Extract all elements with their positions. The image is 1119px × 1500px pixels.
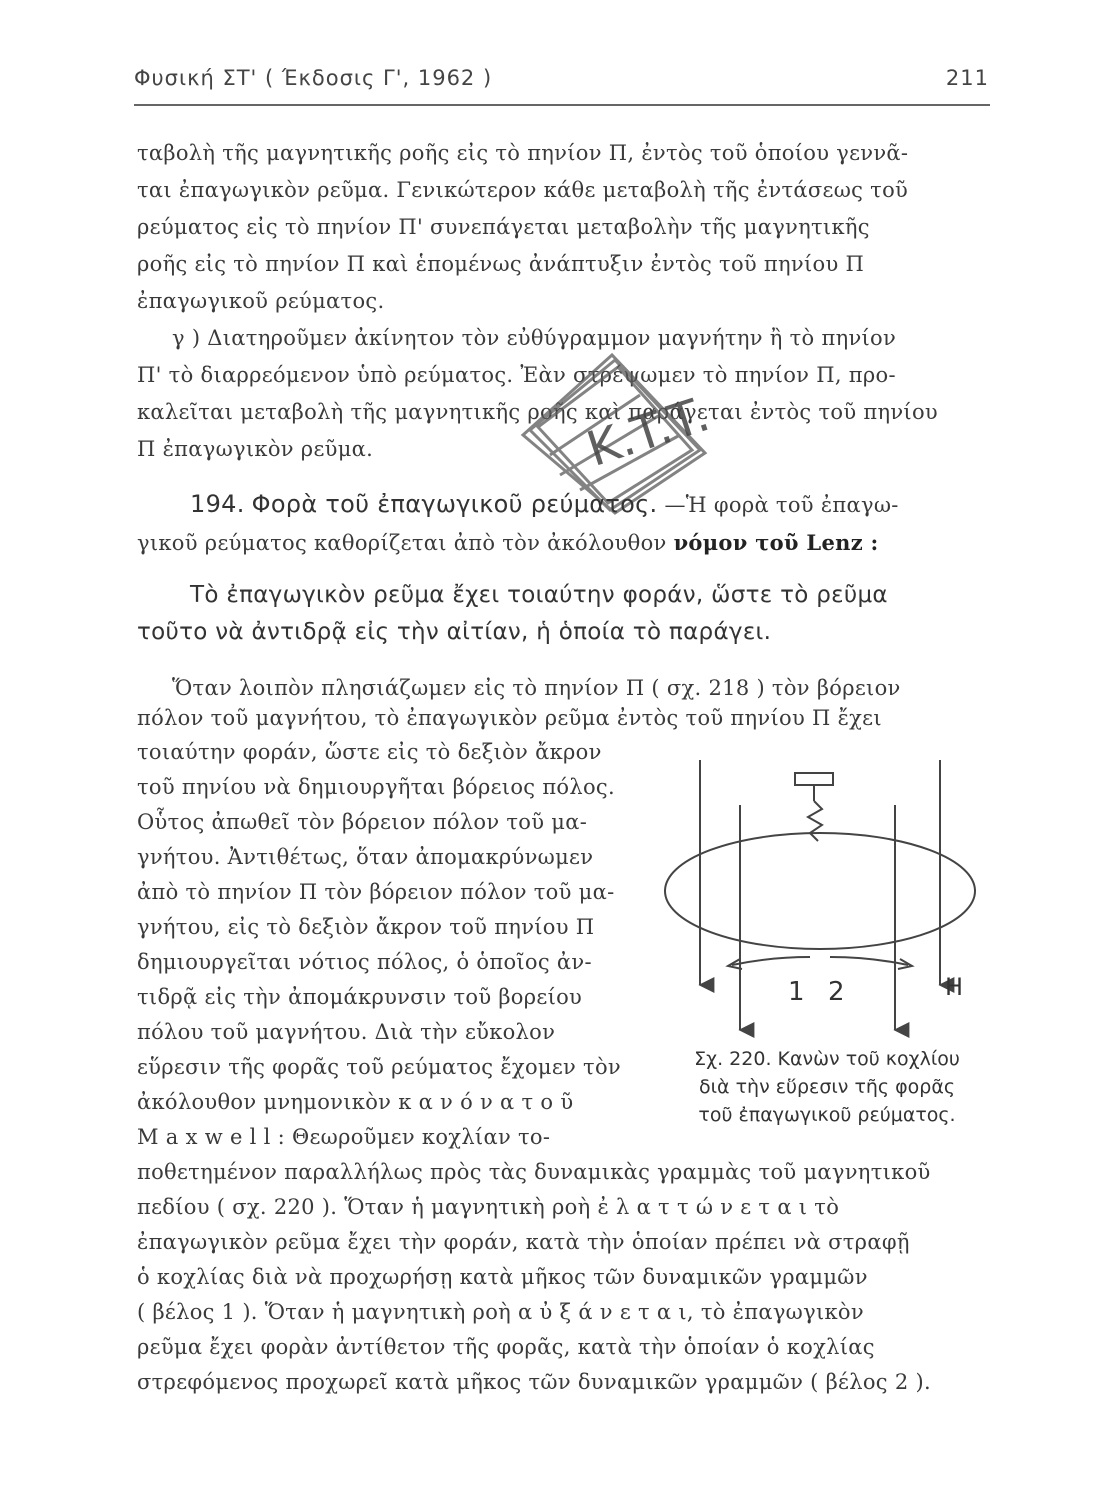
text-line: ἐπαγωγικοῦ ρεύματος. — [137, 289, 385, 313]
text-line: Οὗτος ἀπωθεῖ τὸν βόρειον πόλον τοῦ μα- — [137, 810, 588, 834]
coil-ellipse — [665, 833, 975, 949]
text-line: ἀπὸ τὸ πηνίον Π τὸν βόρειον πόλον τοῦ μα- — [137, 880, 615, 904]
section-line2-start: γικοῦ ρεύματος καθορίζεται ἀπὸ τὸν ἀκόλουθον — [137, 531, 667, 555]
text-line: πόλον τοῦ μαγνήτου, τὸ ἐπαγωγικὸν ρεῦμα ἐντὸς τοῦ πηνίου Π ἔχει — [137, 706, 882, 730]
arrow-label-1: 1 — [788, 977, 805, 1007]
library-stamp — [490, 335, 720, 515]
text-line: τοῦ πηνίου νὰ δημιουργῆται βόρειος πόλος. — [137, 775, 615, 799]
text-line: ὁ κοχλίας διὰ νὰ προχωρήσῃ κατὰ μῆκος τῶν δυναμικῶν γραμμῶν — [137, 1265, 868, 1289]
section-number: 194. — [190, 490, 245, 518]
text-line: τοιαύτην φοράν, ὥστε εἰς τὸ δεξιὸν ἄκρον — [137, 740, 602, 764]
text-line: τιδρᾷ εἰς τὴν ἀπομάκρυνσιν τοῦ βορείου — [137, 985, 583, 1009]
text-line: M a x w e l l : Θεωροῦμεν κοχλίαν το- — [137, 1125, 551, 1149]
text-line: δημιουργεῖται νότιος πόλος, ὁ ὁποῖος ἀν- — [137, 950, 592, 974]
arrow-label-2: 2 — [828, 977, 845, 1007]
text-line: ( βέλος 1 ). Ὅταν ἡ μαγνητικὴ ροὴ α ὐ ξ ά ν ε τ α ι, τὸ ἐπαγωγικὸν — [137, 1300, 864, 1324]
caption-line: διὰ τὴν εὕρεσιν τῆς φορᾶς — [698, 1076, 956, 1098]
screw-thread — [808, 801, 822, 841]
text-line: ροῆς εἰς τὸ πηνίον Π καὶ ἑπομένως ἀνάπτυξιν ἐντὸς τοῦ πηνίου Π — [137, 252, 865, 276]
rotation-arrow-2 — [830, 957, 908, 965]
text-line: Ὅταν λοιπὸν πλησιάζωμεν εἰς τὸ πηνίον Π ( σχ. 218 ) τὸν βόρειον — [172, 676, 901, 700]
text-line: πόλου τοῦ μαγνήτου. Διὰ τὴν εὔκολον — [137, 1020, 556, 1044]
text-line: πεδίου ( σχ. 220 ). Ὅταν ἡ μαγνητικὴ ροὴ ἐ λ α τ τ ώ ν ε τ α ι τὸ — [137, 1195, 840, 1219]
caption-line: Σχ. 220. Κανὼν τοῦ κοχλίου — [694, 1048, 960, 1070]
text-line: ται ἐπαγωγικὸν ρεῦμα. Γενικώτερον κάθε μεταβολὴ τῆς ἐντάσεως τοῦ — [137, 178, 909, 202]
text-line: ρεῦμα ἔχει φορὰν ἀντίθετον τῆς φορᾶς, κατὰ τὴν ὁποίαν ὁ κοχλίας — [137, 1335, 875, 1359]
caption-line: τοῦ ἐπαγωγικοῦ ρεύματος. — [698, 1104, 956, 1126]
page-number: 211 — [945, 66, 989, 90]
rule-line: Τὸ ἐπαγωγικὸν ρεῦμα ἔχει τοιαύτην φοράν, ὥστε τὸ ρεῦμα — [190, 582, 888, 608]
law-name: νόμον τοῦ Lenz : — [673, 530, 879, 555]
screw-head — [795, 773, 833, 785]
text-line: ἀκόλουθον μνημονικὸν κ α ν ό ν α τ ο ῦ — [137, 1090, 574, 1114]
text-line: Π' τὸ διαρρεόμενον ὑπὸ ρεύματος. Ἐὰν στρέψωμεν τὸ πηνίον Π, προ- — [137, 363, 896, 387]
text-line: ποθετημένον παραλλήλως πρὸς τὰς δυναμικὰς γραμμὰς τοῦ μαγνητικοῦ — [137, 1160, 931, 1184]
running-header — [134, 66, 989, 90]
text-line: γνήτου. Ἀντιθέτως, ὅταν ἀπομακρύνωμεν — [137, 845, 594, 869]
header-rule — [134, 104, 990, 106]
text-line: γνήτου, εἰς τὸ δεξιὸν ἄκρον τοῦ πηνίου Π — [137, 915, 595, 939]
text-line: καλεῖται μεταβολὴ τῆς μαγνητικῆς ροῆς καὶ παράγεται ἐντὸς τοῦ πηνίου — [137, 400, 938, 424]
running-title: Φυσική ΣΤ' ( Έκδοσις Γ', 1962 ) — [134, 66, 493, 90]
figure-caption — [662, 1045, 992, 1129]
section-lead: —Ἡ φορὰ τοῦ ἐπαγω- — [664, 493, 899, 517]
figure-220 — [660, 745, 990, 1045]
text-line: ρεύματος εἰς τὸ πηνίον Π' συνεπάγεται μεταβολὴν τῆς μαγνητικῆς — [137, 215, 870, 239]
text-line: Π ἐπαγωγικὸν ρεῦμα. — [137, 437, 374, 461]
section-heading-line — [190, 490, 899, 518]
text-line: ταβολὴ τῆς μαγνητικῆς ροῆς εἰς τὸ πηνίον Π, ἐντὸς τοῦ ὁποίου γεννᾶ- — [137, 141, 909, 165]
text-line: στρεφόμενος προχωρεῖ κατὰ μῆκος τῶν δυναμικῶν γραμμῶν ( βέλος 2 ). — [137, 1370, 931, 1394]
rotation-arrow-1 — [732, 957, 810, 965]
field-label-h: H — [945, 973, 964, 1001]
text-line: εὕρεσιν τῆς φορᾶς τοῦ ρεύματος ἔχομεν τὸν — [137, 1055, 621, 1079]
text-line: ἐπαγωγικὸν ρεῦμα ἔχει τὴν φοράν, κατὰ τὴν ὁποίαν πρέπει νὰ στραφῇ — [137, 1230, 910, 1254]
text-line: γ ) Διατηροῦμεν ἀκίνητον τὸν εὐθύγραμμον μαγνήτην ἢ τὸ πηνίον — [172, 326, 897, 350]
section-line-2 — [137, 530, 879, 555]
stamp-text: K.T.T. — [580, 386, 717, 478]
rule-line: τοῦτο νὰ ἀντιδρᾷ εἰς τὴν αἰτίαν, ἡ ὁποία τὸ παράγει. — [137, 619, 772, 645]
section-title: Φορὰ τοῦ ἐπαγωγικοῦ ρεύματος. — [251, 490, 658, 518]
